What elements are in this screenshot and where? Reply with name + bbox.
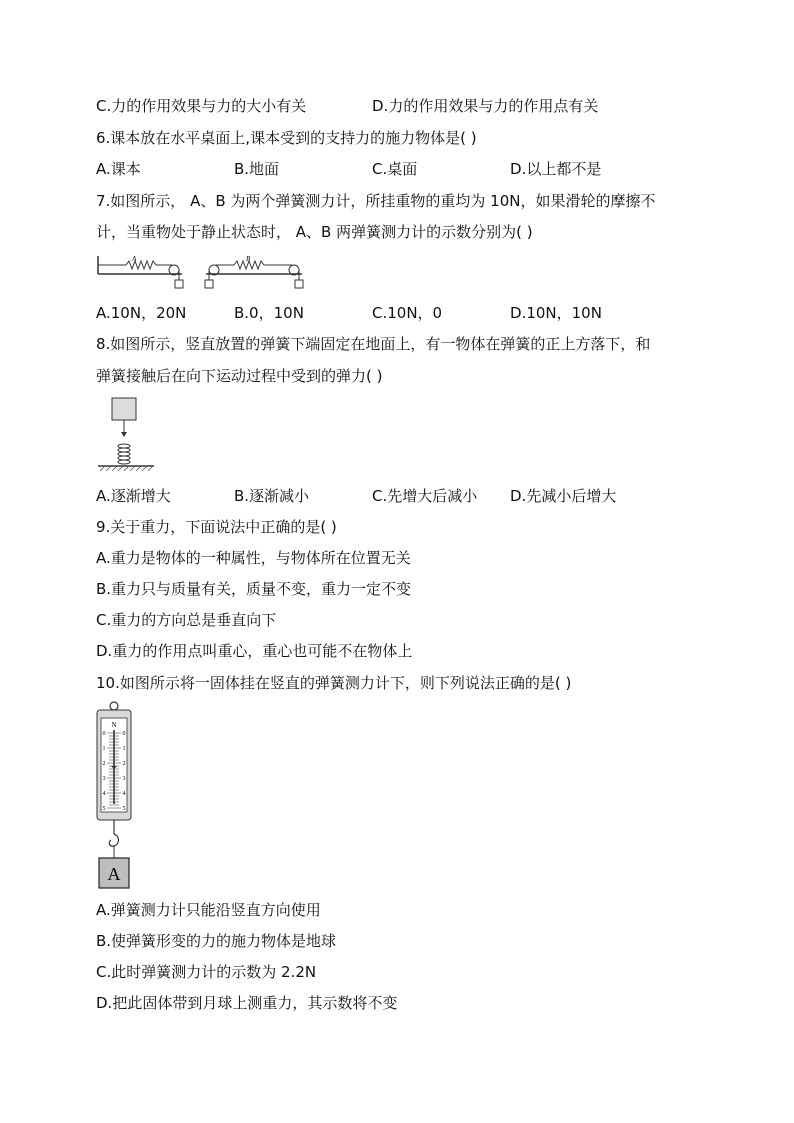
q7-option-a: A.10N，20N (96, 304, 187, 322)
q6-option-a: A.课本 (96, 160, 141, 178)
q10-tick-label-left: 0 (102, 731, 106, 737)
q6-option-d: D.以上都不是 (510, 160, 602, 178)
q8-spring-figure (96, 396, 156, 476)
q8-option-d: D.先减小后增大 (510, 487, 617, 505)
q10-tick-label-right: 3 (122, 776, 126, 782)
q10-spring-scale-figure (94, 700, 136, 892)
q10-tick-label-right: 4 (122, 791, 126, 797)
q7-spring-b-label: B (246, 255, 251, 263)
q7-option-c: C.10N，0 (372, 304, 443, 322)
q10-option-c: C.此时弹簧测力计的示数为 2.2N (96, 963, 317, 981)
q10-scale-unit: N (111, 721, 117, 729)
q10-tick-label-left: 5 (102, 806, 106, 812)
q8-option-b: B.逐渐减小 (234, 487, 310, 505)
q8-stem-line2: 弹簧接触后在向下运动过程中受到的弹力( ) (96, 367, 383, 385)
q10-tick-label-right: 5 (122, 806, 126, 812)
q7-pulley-figure (96, 252, 308, 292)
q6-option-c: C.桌面 (372, 160, 418, 178)
q5-option-c: C.力的作用效果与力的大小有关 (96, 97, 307, 115)
q9-option-b: B.重力只与质量有关，质量不变，重力一定不变 (96, 580, 412, 598)
q7-stem-line1: 7.如图所示， A、B 为两个弹簧测力计，所挂重物的重均为 10N，如果滑轮的摩擦不 (96, 192, 656, 210)
q10-tick-label-right: 2 (122, 761, 126, 767)
q9-stem: 9.关于重力，下面说法中正确的是( ) (96, 518, 337, 536)
q6-option-b: B.地面 (234, 160, 280, 178)
q7-option-b: B.0，10N (234, 304, 304, 322)
q10-option-d: D.把此固体带到月球上测重力，其示数将不变 (96, 994, 398, 1012)
q10-tick-label-right: 1 (122, 746, 126, 752)
q5-option-d: D.力的作用效果与力的作用点有关 (372, 97, 599, 115)
q6-stem: 6.课本放在水平桌面上,课本受到的支持力的施力物体是( ) (96, 129, 477, 147)
q8-option-a: A.逐渐增大 (96, 487, 171, 505)
q10-tick-label-left: 2 (102, 761, 106, 767)
q8-stem-line1: 8.如图所示，竖直放置的弹簧下端固定在地面上，有一物体在弹簧的正上方落下，和 (96, 335, 651, 353)
q9-option-c: C.重力的方向总是垂直向下 (96, 611, 277, 629)
q10-option-a: A.弹簧测力计只能沿竖直方向使用 (96, 901, 321, 919)
q7-spring-a-label: A (132, 255, 137, 263)
q10-option-b: B.使弹簧形变的力的施力物体是地球 (96, 932, 337, 950)
q8-option-c: C.先增大后减小 (372, 487, 478, 505)
q10-stem: 10.如图所示将一固体挂在竖直的弹簧测力计下，则下列说法正确的是( ) (96, 674, 572, 692)
q10-tick-label-left: 3 (102, 776, 106, 782)
q10-tick-label-left: 4 (102, 791, 106, 797)
q7-option-d: D.10N，10N (510, 304, 602, 322)
q10-tick-label-left: 1 (102, 746, 106, 752)
q9-option-a: A.重力是物体的一种属性，与物体所在位置无关 (96, 549, 411, 567)
q7-stem-line2: 计，当重物处于静止状态时， A、B 两弹簧测力计的示数分别为( ) (96, 223, 533, 241)
q9-option-d: D.重力的作用点叫重心，重心也可能不在物体上 (96, 642, 413, 660)
q10-block-label: A (107, 864, 121, 884)
q10-tick-label-right: 0 (122, 731, 126, 737)
